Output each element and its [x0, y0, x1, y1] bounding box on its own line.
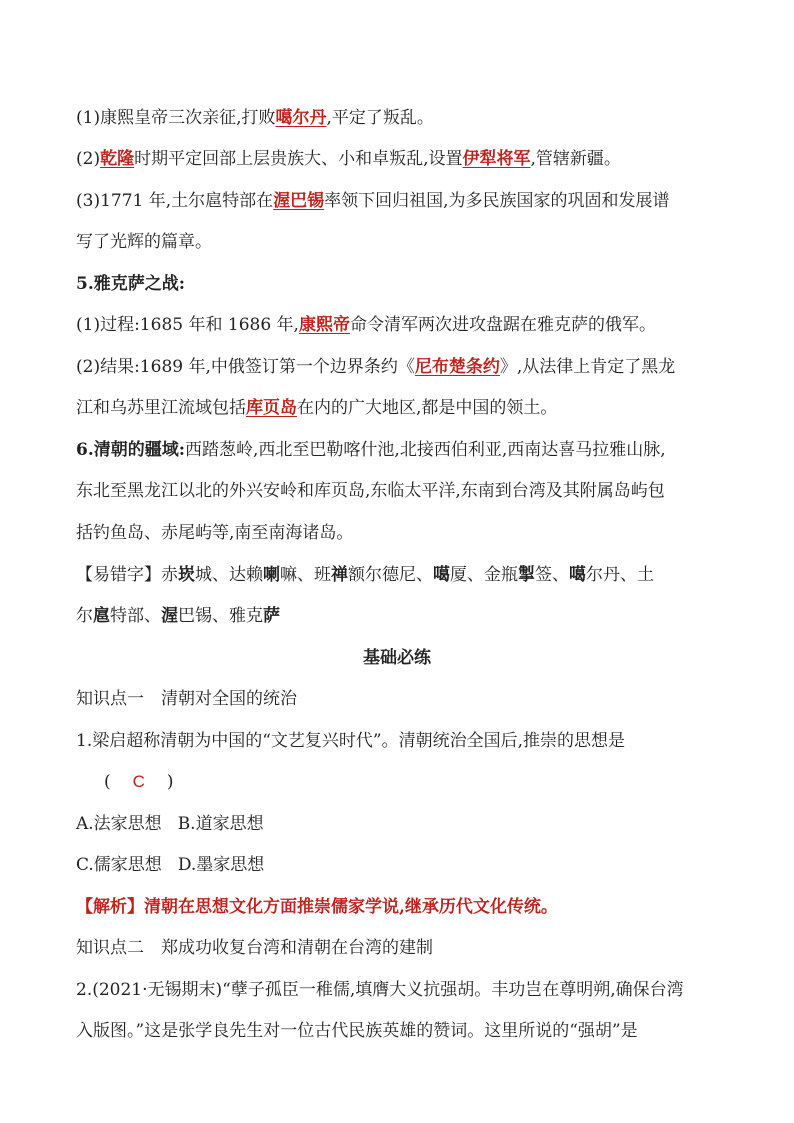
text-line: (2)结果:1689 年,中俄签订第一个边界条约《尼布楚条约》,从法律上肯定了黑龙: [76, 357, 676, 377]
question-stem: 2.(2021·无锡期末)“孽子孤臣一稚儒,填膺大义抗强胡。丰功岂在尊明朔,确保台湾: [76, 980, 684, 1000]
error-prone-chars-line: 【易错字】赤崁城、达赖喇嘛、班禅额尔德尼、噶厦、金瓶掣签、噶尔丹、土: [76, 565, 654, 585]
analysis-text: 【解析】清朝在思想文化方面推崇儒家学说,继承历代文化传统。: [76, 897, 558, 917]
text-line: 江和乌苏里江流域包括库页岛在内的广大地区,都是中国的领土。: [76, 398, 558, 418]
options-row: [76, 812, 724, 836]
question-stem: 入版图。”这是张学良先生对一位古代民族英雄的赞词。这里所说的“强胡”是: [76, 1021, 638, 1041]
section-heading: 5.雅克萨之战:: [76, 274, 186, 294]
options-row: [76, 853, 724, 877]
section-title: 基础必练: [363, 648, 431, 668]
text-line: 写了光辉的篇章。: [76, 232, 212, 252]
text-line: (1)康熙皇帝三次亲征,打败噶尔丹,平定了叛乱。: [76, 108, 434, 128]
question-stem: 1.梁启超称清朝为中国的“文艺复兴时代”。清朝统治全国后,推崇的思想是: [76, 731, 626, 751]
knowledge-point-heading: 知识点一 清朝对全国的统治: [76, 689, 297, 709]
option-b: B.道家思想: [177, 814, 264, 834]
option-d: D.墨家思想: [177, 855, 265, 875]
section-heading: 6.清朝的疆域:: [76, 440, 186, 460]
text-line: 东北至黑龙江以北的外兴安岭和库页岛,东临太平洋,东南到台湾及其附属岛屿包: [76, 481, 665, 501]
answer-bracket: ( C ): [104, 772, 174, 792]
answer-fill: 尼布楚条约: [414, 357, 500, 377]
option-a: A.法家思想: [76, 814, 162, 834]
option-c: C.儒家思想: [76, 855, 162, 875]
text-line: 6.清朝的疆域:西踏葱岭,西北至巴勒喀什池,北接西伯利亚,西南达喜马拉雅山脉,: [76, 440, 666, 460]
text-line: (1)过程:1685 年和 1686 年,康熙帝命令清军两次进攻盘踞在雅克萨的俄军。: [76, 315, 656, 335]
answer-fill: 渥巴锡: [273, 191, 325, 211]
knowledge-point-heading: 知识点二 郑成功收复台湾和清朝在台湾的建制: [76, 938, 433, 958]
error-prone-chars-line: 尔扈特部、渥巴锡、雅克萨: [76, 606, 280, 626]
answer-fill: 伊犁将军: [462, 149, 531, 169]
text-line: 括钓鱼岛、赤尾屿等,南至南海诸岛。: [76, 523, 354, 543]
answer-fill: 康熙帝: [298, 315, 350, 335]
answer-fill: 库页岛: [246, 398, 297, 418]
text-line: (2)乾隆时期平定回部上层贵族大、小和卓叛乱,设置伊犁将军,管辖新疆。: [76, 149, 621, 169]
answer-choice: C: [132, 772, 145, 791]
answer-fill: 噶尔丹: [275, 108, 327, 128]
text-line: (3)1771 年,土尔扈特部在渥巴锡率领下回归祖国,为多民族国家的巩固和发展谱: [76, 191, 670, 211]
answer-fill: 乾隆: [100, 149, 135, 169]
